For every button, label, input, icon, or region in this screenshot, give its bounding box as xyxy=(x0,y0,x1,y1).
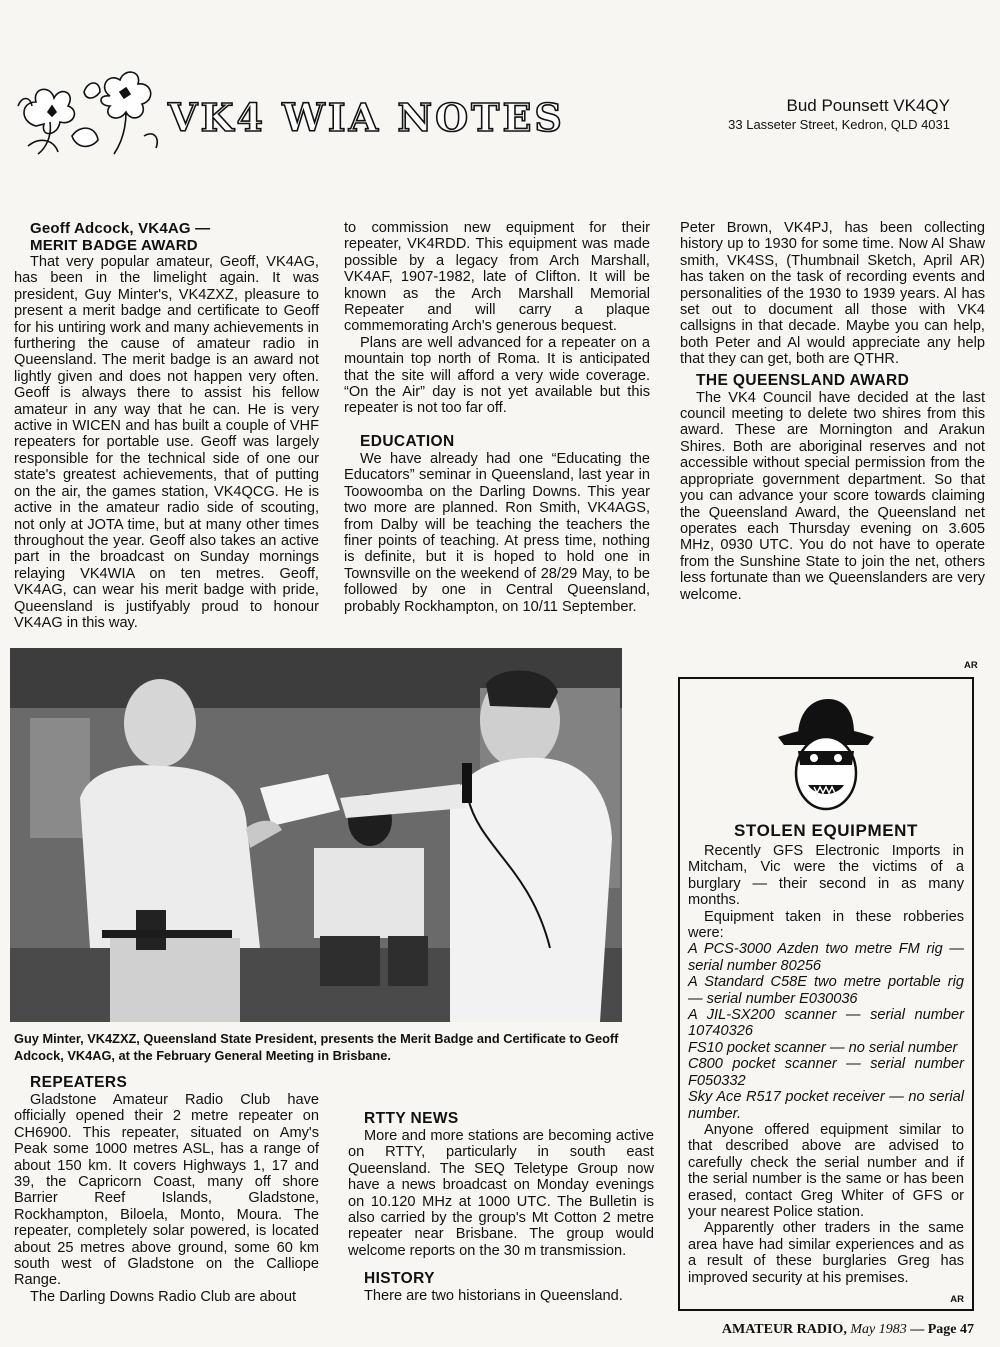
repeater-continuation-article xyxy=(344,220,650,615)
ar-end-mark: AR xyxy=(964,660,978,671)
author-address: 33 Lasseter Street, Kedron, QLD 4031 xyxy=(728,117,950,132)
repeaters-paragraph-1: Gladstone Amateur Radio Club have officially opened their 2 metre repeater on CH6900. This repeater, situated on Amy's Peak some 1000 metres ASL, has a range of about 150 km. It covers Highways 1, 17 and 39, the Capricorn Coast, many off shore Barrier Reef Islands, Gladstone, Rockhampton, Biloela, Monto, Moura. The repeater, completely solar powered, is located about 25 metres above ground, some 60 km south west of Gladstone on the Calliope Range. xyxy=(14,1092,319,1289)
stolen-item: C800 pocket scanner — serial number F050332 xyxy=(688,1056,964,1089)
history-body: There are two historians in Queensland. xyxy=(364,1288,623,1304)
col3-paragraph-1: Peter Brown, VK4PJ, has been collecting history up to 1930 for some time. Now Al Shaw smith, VK4SS, (Thumbnail Sketch, April AR) has taken on the task of recording events and personalities of the 1930 to 1939 years. Al has set out to document all those with VK4 callsigns in that decade. Maybe you can help, both Peter and Al would appreciate any help that they can get, both are QTHR. xyxy=(680,220,985,368)
stolen-item: Sky Ace R517 pocket receiver — no serial number. xyxy=(688,1089,964,1122)
merit-body: That very popular amateur, Geoff, VK4AG, has been in the limelight again. It was president, Guy Minter's, VK4ZXZ, pleasure to present a merit badge and certificate to Geoff for his untiring work and many achievements in furthering the cause of amateur radio in Queensland. The merit badge is an award not lightly given and does not happen very often. Geoff is always there to assist his fellow amateur in any way that he can. He is very active in WICEN and has built a couple of VHF repeaters for portable use. Geoff was largely responsible for the technical side of one our state's greatest achievements, that of putting on the air, the games station, VK4QCG. He is active in the amateur radio side of scouting, not only at JOTA time, but at many other times throughout the year. Geoff also takes an active part in the broadcast on Sunday mornings relaying VK4WIA on ten metres. Geoff, VK4AG, can wear his merit badge with pride, Queensland is justifyably proud to honour VK4AG in this way. xyxy=(14,254,319,631)
stolen-equipment-box xyxy=(678,677,974,1311)
page-footer xyxy=(722,1322,974,1338)
presentation-photo xyxy=(10,648,622,1022)
ar-end-mark: AR xyxy=(950,1294,964,1305)
footer-issue: May 1983 xyxy=(850,1322,907,1337)
stolen-item: A JIL-SX200 scanner — serial number 10740326 xyxy=(688,1007,964,1040)
stolen-equipment-heading: STOLEN EQUIPMENT xyxy=(733,821,919,840)
stolen-paragraph-3: Anyone offered equipment similar to that described above are advised to carefully check the serial number and if the serial number is the same or has been erased, contact Greg Whiter of GFS or your nearest Police station. xyxy=(688,1121,964,1220)
stolen-item: FS10 pocket scanner — no serial number xyxy=(688,1039,958,1056)
footer-page-number: — Page 47 xyxy=(910,1322,974,1337)
education-heading: EDUCATION xyxy=(360,432,455,450)
merit-heading-line1: Geoff Adcock, VK4AG — xyxy=(30,220,211,237)
queensland-award-heading: THE QUEENSLAND AWARD xyxy=(696,371,910,389)
repeaters-heading: REPEATERS xyxy=(30,1074,128,1091)
footer-magazine: AMATEUR RADIO, xyxy=(721,1322,847,1337)
stolen-paragraph-2: Equipment taken in these robberies were: xyxy=(688,908,964,942)
history-heading: HISTORY xyxy=(364,1270,435,1287)
page-title: VK4 WIA NOTES xyxy=(168,95,565,140)
rtty-body: More and more stations are becoming active on RTTY, particularly in south east Queensland. The SEQ Teletype Group now have a news broadcast on Monday evenings on 10.120 MHz at 1000 UTC. The Bulletin is also carried by the group's Mt Cotton 2 metre repeater near Brisbane. The group would welcome reports on the 30 m transmission. xyxy=(348,1128,654,1259)
stolen-paragraph-4: Apparently other traders in the same area have had similar experiences and as a result of these burglaries Greg has improved security at his premises. xyxy=(688,1220,964,1286)
stolen-equipment-text xyxy=(688,821,964,1286)
author-name: Bud Pounsett VK4QY xyxy=(786,96,950,115)
merit-badge-article xyxy=(14,220,319,631)
repeaters-paragraph-2: The Darling Downs Radio Club are about xyxy=(30,1288,297,1305)
stolen-paragraph-1: Recently GFS Electronic Imports in Mitcham, Vic were the victims of a burglary — their second in as many months. xyxy=(688,843,964,909)
education-body: We have already had one “Educating the Educators” seminar in Queensland, last year in Toowoomba on the Darling Downs. This year two more are planned. Ron Smith, VK4AGS, from Dalby will be teaching the teachers the finer points of teaching. At press time, nothing is definite, but it is hoped to hold one in Townsville on the weekend of 28/29 May, to be followed by one in Central Queensland, probably Rockhampton, on 10/11 September. xyxy=(344,450,650,615)
col2-paragraph-2: Plans are well advanced for a repeater on a mountain top north of Roma. It is anticipated that the site will afford a very wide coverage. “On the Air” day is not yet available but this repeater is not too far off. xyxy=(344,334,650,417)
photo-illustration xyxy=(10,648,622,1022)
rtty-heading: RTTY NEWS xyxy=(364,1110,459,1127)
violet-flowers-icon xyxy=(14,66,164,158)
queensland-award-body: The VK4 Council have decided at the last council meeting to delete two shires from this award. These are Mornington and Arakun Shires. Both are aboriginal reserves and not accessible without special permission from the appropriate government department. So that you can advance your score towards claiming the Queensland Award, the Queensland net operates each Thursday evening on 3.605 MHz, 0930 UTC. You do not have to operate from the Sunshine State to join the net, others less fortunate than we Queenslanders are very welcome. xyxy=(680,389,985,603)
repeaters-article xyxy=(14,1074,319,1305)
photo-caption: Guy Minter, VK4ZXZ, Queensland State President, presents the Merit Badge and Certificate to Geoff Adcock, VK4AG, at the February General Meeting in Brisbane. xyxy=(14,1031,619,1063)
stolen-item: A PCS-3000 Azden two metre FM rig —serial number 80256 xyxy=(688,941,964,974)
rtty-news-article xyxy=(348,1110,654,1259)
stolen-item: A Standard C58E two metre portable rig — serial number E030036 xyxy=(688,974,964,1007)
history-queensland-award-article xyxy=(680,220,985,603)
merit-heading-line2: MERIT BADGE AWARD xyxy=(30,237,198,254)
col2-paragraph-1: to commission new equipment for their repeater, VK4RDD. This equipment was made possible by a legacy from Arch Marshall, VK4AF, 1907-1982, late of Clifton. It will be known as the Arch Marshall Memorial Repeater and will carry a plaque commemorating Arch's generous bequest. xyxy=(344,220,650,335)
author-block xyxy=(728,96,950,133)
history-article xyxy=(348,1270,654,1304)
masked-burglar-icon xyxy=(776,693,876,813)
